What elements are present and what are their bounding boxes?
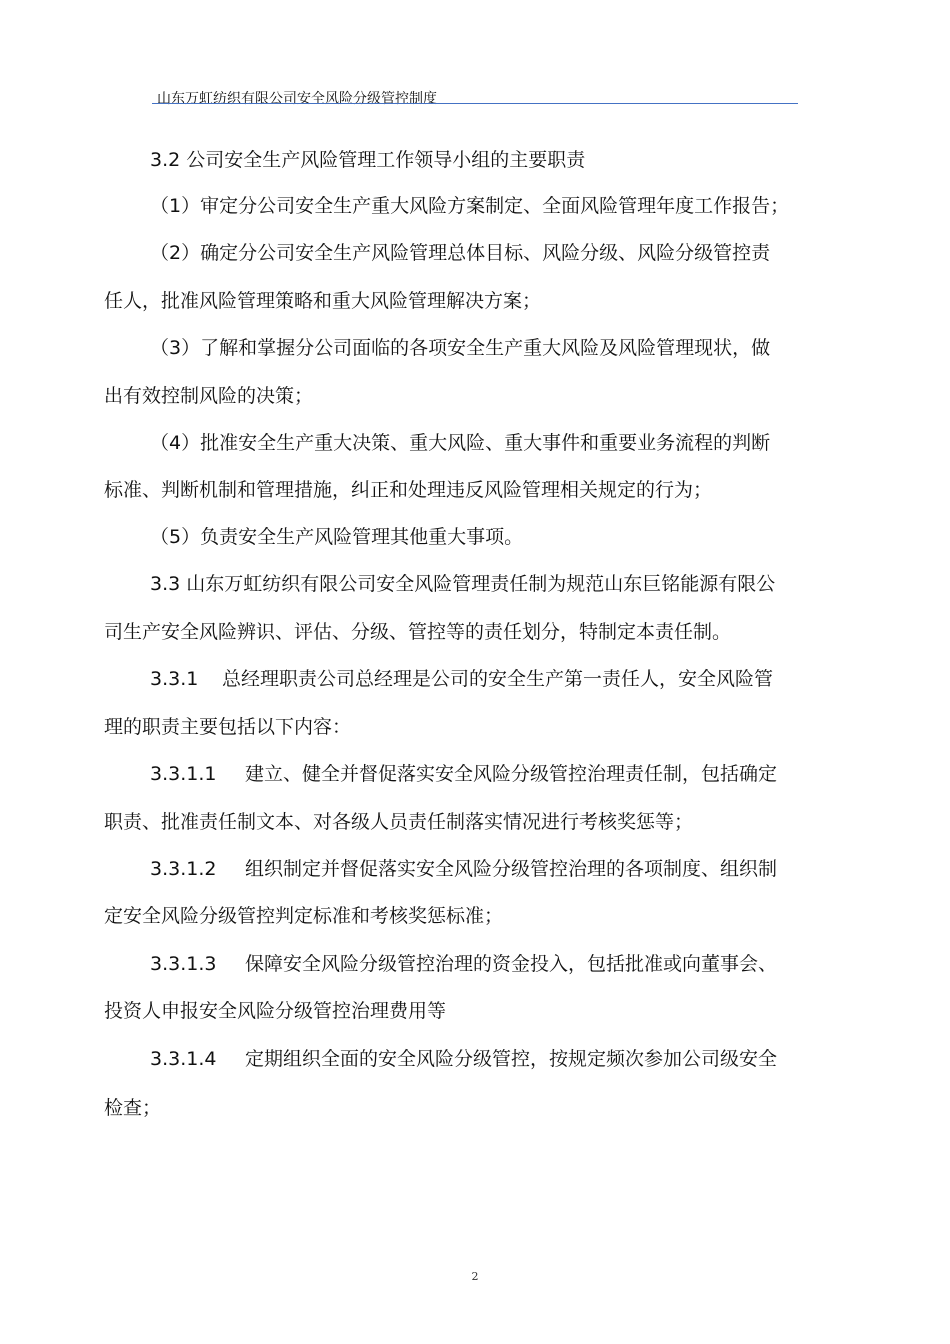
paragraph-item-3-line-2: 出有效控制风险的决策；: [104, 385, 314, 407]
paragraph-3-3-1-3-line-1: [150, 952, 777, 976]
clause-text: 定期组织全面的安全风险分级管控，按规定频次参加公司级安全: [245, 1048, 778, 1070]
paragraph-3-3-1-4-line-1: [150, 1047, 777, 1071]
paragraph-3-3-1-4-line-2: 检查；: [104, 1097, 162, 1119]
clause-text: 总经理职责公司总经理是公司的安全生产第一责任人，安全风险管: [222, 668, 774, 690]
page-number: 2: [471, 1270, 479, 1283]
running-header-title: 山东万虹纺织有限公司安全风险分级管控制度: [157, 91, 437, 107]
paragraph-3-3-1-1-line-1: [150, 762, 777, 786]
paragraph-item-2-line-2: 任人，批准风险管理策略和重大风险管理解决方案；: [104, 290, 542, 312]
clause-number: 3.3.1.3: [150, 953, 217, 975]
clause-number: 3.3.1.1: [150, 763, 217, 785]
paragraph-3-3-line-1: 3.3 山东万虹纺织有限公司安全风险管理责任制为规范山东巨铭能源有限公: [150, 573, 776, 595]
header-divider: [152, 103, 798, 104]
paragraph-item-4-line-1: （4）批准安全生产重大决策、重大风险、重大事件和重要业务流程的判断: [150, 432, 771, 454]
paragraph-item-5: （5）负责安全生产风险管理其他重大事项。: [150, 526, 524, 548]
clause-text: 保障安全风险分级管控治理的资金投入，包括批准或向董事会、: [245, 953, 778, 975]
paragraph-3-3-1-2-line-2: 定安全风险分级管控判定标准和考核奖惩标准；: [104, 905, 504, 927]
paragraph-item-3-line-1: （3）了解和掌握分公司面临的各项安全生产重大风险及风险管理现状，做: [150, 337, 771, 359]
clause-text: 组织制定并督促落实安全风险分级管控治理的各项制度、组织制: [245, 858, 778, 880]
paragraph-item-2-line-1: （2）确定分公司安全生产风险管理总体目标、风险分级、风险分级管控责: [150, 242, 771, 264]
clause-text: 建立、健全并督促落实安全风险分级管控治理责任制，包括确定: [245, 763, 778, 785]
section-heading-3-2: 3.2 公司安全生产风险管理工作领导小组的主要职责: [150, 149, 586, 171]
paragraph-item-4-line-2: 标准、判断机制和管理措施，纠正和处理违反风险管理相关规定的行为；: [104, 479, 713, 501]
paragraph-3-3-1-line-2: 理的职责主要包括以下内容：: [104, 716, 352, 738]
paragraph-3-3-1-1-line-2: 职责、批准责任制文本、对各级人员责任制落实情况进行考核奖惩等；: [104, 811, 694, 833]
paragraph-3-3-1-2-line-1: [150, 857, 777, 881]
clause-number: 3.3.1: [150, 668, 199, 690]
paragraph-3-3-line-2: 司生产安全风险辨识、评估、分级、管控等的责任划分，特制定本责任制。: [104, 621, 732, 643]
clause-number: 3.3.1.4: [150, 1048, 217, 1070]
paragraph-3-3-1-line-1: [150, 667, 773, 691]
paragraph-3-3-1-3-line-2: 投资人申报安全风险分级管控治理费用等: [104, 1000, 447, 1022]
paragraph-item-1: （1）审定分公司安全生产重大风险方案制定、全面风险管理年度工作报告；: [150, 195, 790, 217]
clause-number: 3.3.1.2: [150, 858, 217, 880]
